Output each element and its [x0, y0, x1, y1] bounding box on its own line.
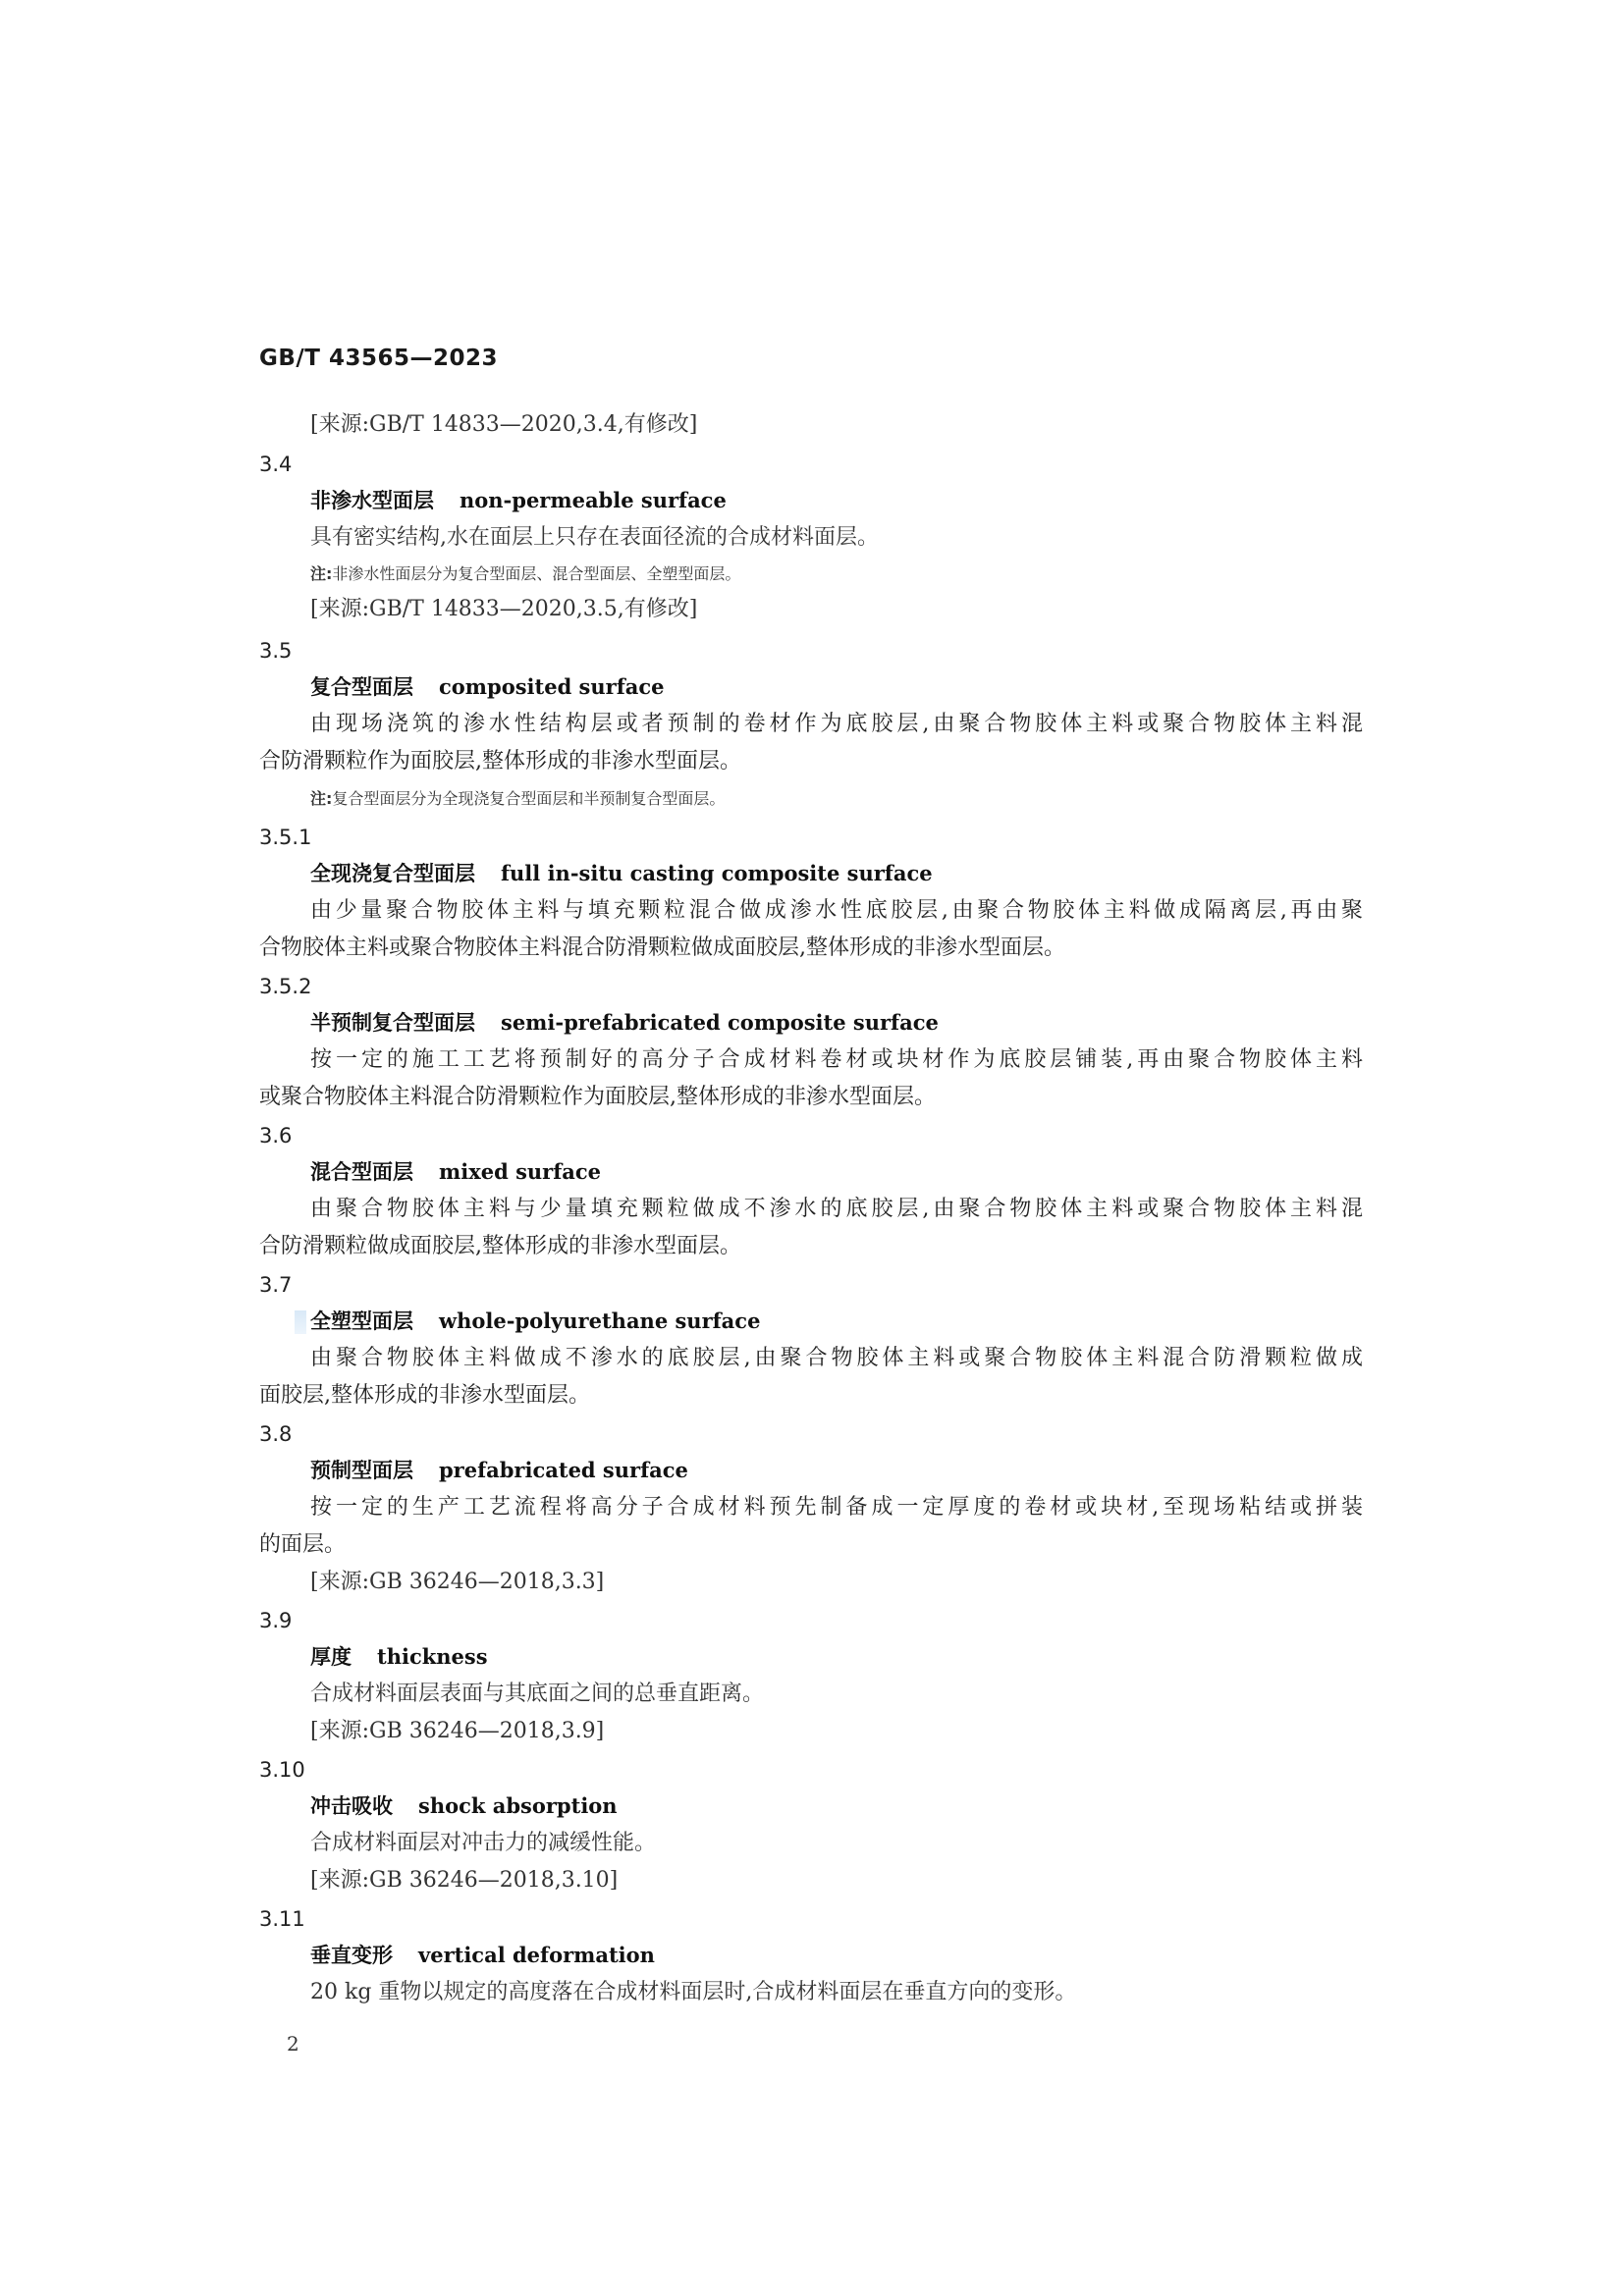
clause-number: 3.4 [259, 453, 293, 476]
source-citation: [来源:GB/T 14833—2020,3.4,有修改] [310, 412, 698, 437]
page-number: 2 [287, 2032, 299, 2056]
term-zh: 半预制复合型面层 [310, 1011, 475, 1035]
scan-highlight-mark [295, 1310, 306, 1334]
term-en: composited surface [439, 674, 665, 699]
term-heading [310, 1791, 618, 1821]
source-citation: [来源:GB 36246—2018,3.3] [310, 1570, 605, 1594]
clause-number: 3.10 [259, 1758, 305, 1782]
clause-number: 3.8 [259, 1422, 293, 1446]
clause-number: 3.5.2 [259, 975, 312, 998]
term-en: non-permeable surface [460, 488, 727, 512]
note [310, 784, 725, 814]
definition-text: 面胶层,整体形成的非渗水型面层。 [259, 1383, 590, 1408]
term-heading [310, 1008, 939, 1038]
note-text: 复合型面层分为全现浇复合型面层和半预制复合型面层。 [332, 789, 726, 808]
term-heading [310, 859, 933, 888]
term-en: semi-prefabricated composite surface [501, 1010, 939, 1035]
definition-text: 由聚合物胶体主料与少量填充颗粒做成不渗水的底胶层,由聚合物胶体主料或聚合物胶体主料混 [310, 1197, 1363, 1221]
definition-text: 由少量聚合物胶体主料与填充颗粒混合做成渗水性底胶层,由聚合物胶体主料做成隔离层,再由聚 [310, 898, 1363, 923]
definition-text: 按一定的生产工艺流程将高分子合成材料预先制备成一定厚度的卷材或块材,至现场粘结或拼装 [310, 1495, 1363, 1520]
term-zh: 非渗水型面层 [310, 489, 434, 512]
term-heading [310, 1642, 488, 1672]
term-zh: 厚度 [310, 1645, 352, 1669]
definition-text: 合防滑颗粒作为面胶层,整体形成的非渗水型面层。 [259, 749, 741, 774]
term-en: shock absorption [418, 1793, 618, 1818]
definition-text: 由聚合物胶体主料做成不渗水的底胶层,由聚合物胶体主料或聚合物胶体主料混合防滑颗粒做成 [310, 1346, 1363, 1370]
clause-number: 3.5.1 [259, 826, 312, 849]
definition-text: 合成材料面层表面与其底面之间的总垂直距离。 [310, 1682, 765, 1706]
term-zh: 冲击吸收 [310, 1794, 393, 1818]
clause-number: 3.6 [259, 1124, 293, 1148]
term-heading [310, 1456, 688, 1485]
definition-text: 合防滑颗粒做成面胶层,整体形成的非渗水型面层。 [259, 1234, 741, 1258]
term-en: thickness [377, 1644, 488, 1669]
source-citation: [来源:GB 36246—2018,3.10] [310, 1868, 619, 1893]
note-label: 注: [310, 564, 333, 583]
term-en: full in-situ casting composite surface [501, 861, 933, 885]
term-en: mixed surface [439, 1159, 602, 1184]
definition-text: 的面层。 [259, 1532, 347, 1557]
term-en: vertical deformation [418, 1943, 655, 1967]
term-heading [310, 672, 665, 702]
source-citation: [来源:GB 36246—2018,3.9] [310, 1719, 605, 1743]
definition-text: 或聚合物胶体主料混合防滑颗粒作为面胶层,整体形成的非渗水型面层。 [259, 1085, 936, 1109]
term-zh: 预制型面层 [310, 1459, 413, 1482]
term-zh: 垂直变形 [310, 1944, 393, 1967]
definition-text: 合成材料面层对冲击力的减缓性能。 [310, 1831, 657, 1855]
definition-text: 合物胶体主料或聚合物胶体主料混合防滑颗粒做成面胶层,整体形成的非渗水型面层。 [259, 935, 1065, 960]
term-heading [310, 1157, 601, 1187]
definition-text: 按一定的施工工艺将预制好的高分子合成材料卷材或块材作为底胶层铺装,再由聚合物胶体主料 [310, 1047, 1363, 1072]
clause-number: 3.9 [259, 1609, 293, 1632]
term-zh: 全现浇复合型面层 [310, 862, 475, 885]
term-en: whole-polyurethane surface [439, 1308, 761, 1333]
clause-number: 3.11 [259, 1907, 305, 1931]
term-zh: 复合型面层 [310, 675, 413, 699]
term-en: prefabricated surface [439, 1458, 688, 1482]
term-heading [310, 486, 727, 515]
definition-text: 由现场浇筑的渗水性结构层或者预制的卷材作为底胶层,由聚合物胶体主料或聚合物胶体主料混 [310, 712, 1363, 736]
definition-text: 具有密实结构,水在面层上只存在表面径流的合成材料面层。 [310, 525, 879, 550]
term-zh: 混合型面层 [310, 1160, 413, 1184]
definition-text: 20 kg 重物以规定的高度落在合成材料面层时,合成材料面层在垂直方向的变形。 [310, 1980, 1077, 2004]
note [310, 560, 740, 589]
term-heading [310, 1307, 760, 1336]
clause-number: 3.7 [259, 1273, 293, 1297]
note-text: 非渗水性面层分为复合型面层、混合型面层、全塑型面层。 [332, 564, 741, 583]
source-citation: [来源:GB/T 14833—2020,3.5,有修改] [310, 597, 698, 621]
term-zh: 全塑型面层 [310, 1309, 413, 1333]
document-code: GB/T 43565—2023 [259, 346, 499, 371]
term-heading [310, 1941, 655, 1970]
clause-number: 3.5 [259, 639, 293, 663]
note-label: 注: [310, 789, 333, 808]
